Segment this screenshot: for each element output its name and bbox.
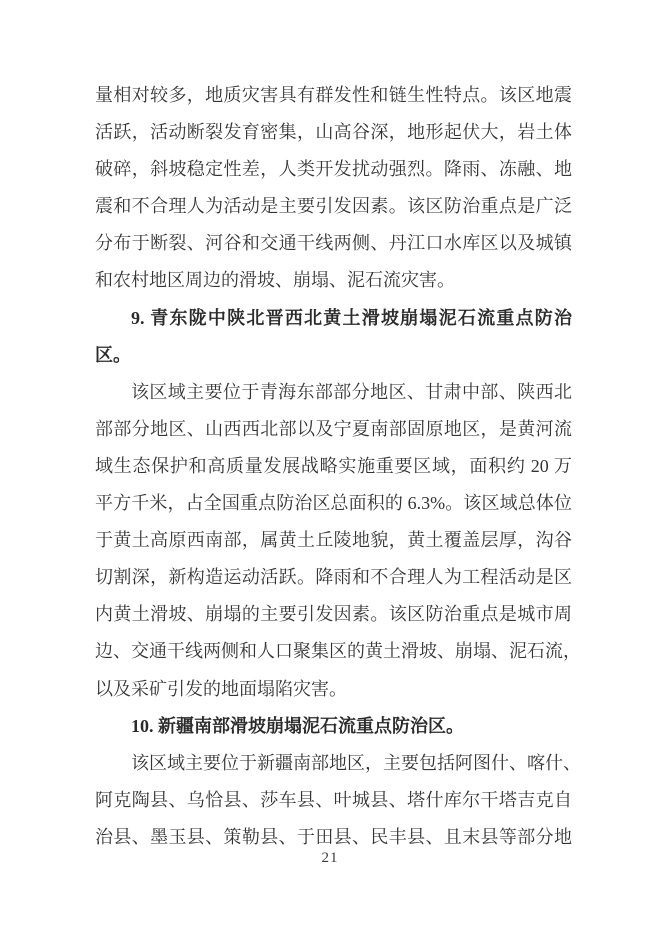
text-block bbox=[95, 77, 581, 856]
page-number: 21 bbox=[321, 850, 339, 866]
body-line: 域生态保护和高质量发展战略实施重要区域，面积约 20 万 bbox=[95, 455, 572, 476]
section-heading-10: 10. 新疆南部滑坡崩塌泥石流重点防治区。 bbox=[131, 715, 464, 736]
body-line: 该区域主要位于青海东部部分地区、甘肃中部、陕西北 bbox=[131, 381, 572, 402]
body-line: 以及采矿引发的地面塌陷灾害。 bbox=[95, 678, 347, 699]
section-heading-9: 9. 青东陇中陕北晋西北黄土滑坡崩塌泥石流重点防治 bbox=[131, 307, 572, 328]
body-line: 阿克陶县、乌恰县、莎车县、叶城县、塔什库尔干塔吉克自 bbox=[95, 789, 572, 810]
body-line: 切割深，新构造运动活跃。降雨和不合理人为工程活动是区 bbox=[95, 567, 572, 588]
body-line: 于黄土高原西南部，属黄土丘陵地貌，黄土覆盖层厚，沟谷 bbox=[95, 530, 572, 551]
body-line: 量相对较多，地质灾害具有群发性和链生性特点。该区地震 bbox=[95, 85, 572, 105]
body-line: 平方千米，占全国重点防治区总面积的 6.3%。该区域总体位 bbox=[95, 493, 572, 514]
body-line: 内黄土滑坡、崩塌的主要引发因素。该区防治重点是城市周 bbox=[95, 604, 572, 625]
body-line: 破碎，斜坡稳定性差，人类开发扰动强烈。降雨、冻融、地 bbox=[95, 159, 572, 180]
body-line: 边、交通干线两侧和人口聚集区的黄土滑坡、崩塌、泥石流， bbox=[95, 641, 581, 662]
body-line: 和农村地区周边的滑坡、崩塌、泥石流灾害。 bbox=[95, 270, 455, 291]
body-line: 震和不合理人为活动是主要引发因素。该区防治重点是广泛 bbox=[95, 196, 572, 217]
body-line: 该区域主要位于新疆南部地区，主要包括阿图什、喀什、 bbox=[131, 752, 581, 773]
body-line: 治县、墨玉县、策勒县、于田县、民丰县、且末县等部分地 bbox=[95, 826, 572, 847]
body-line: 分布于断裂、河谷和交通干线两侧、丹江口水库区以及城镇 bbox=[95, 233, 572, 254]
body-line: 部部分地区、山西西北部以及宁夏南部固原地区，是黄河流 bbox=[95, 418, 572, 439]
body-line: 活跃，活动断裂发育密集，山高谷深，地形起伏大，岩土体 bbox=[95, 122, 572, 143]
section-heading-9-continued: 区。 bbox=[95, 344, 131, 365]
